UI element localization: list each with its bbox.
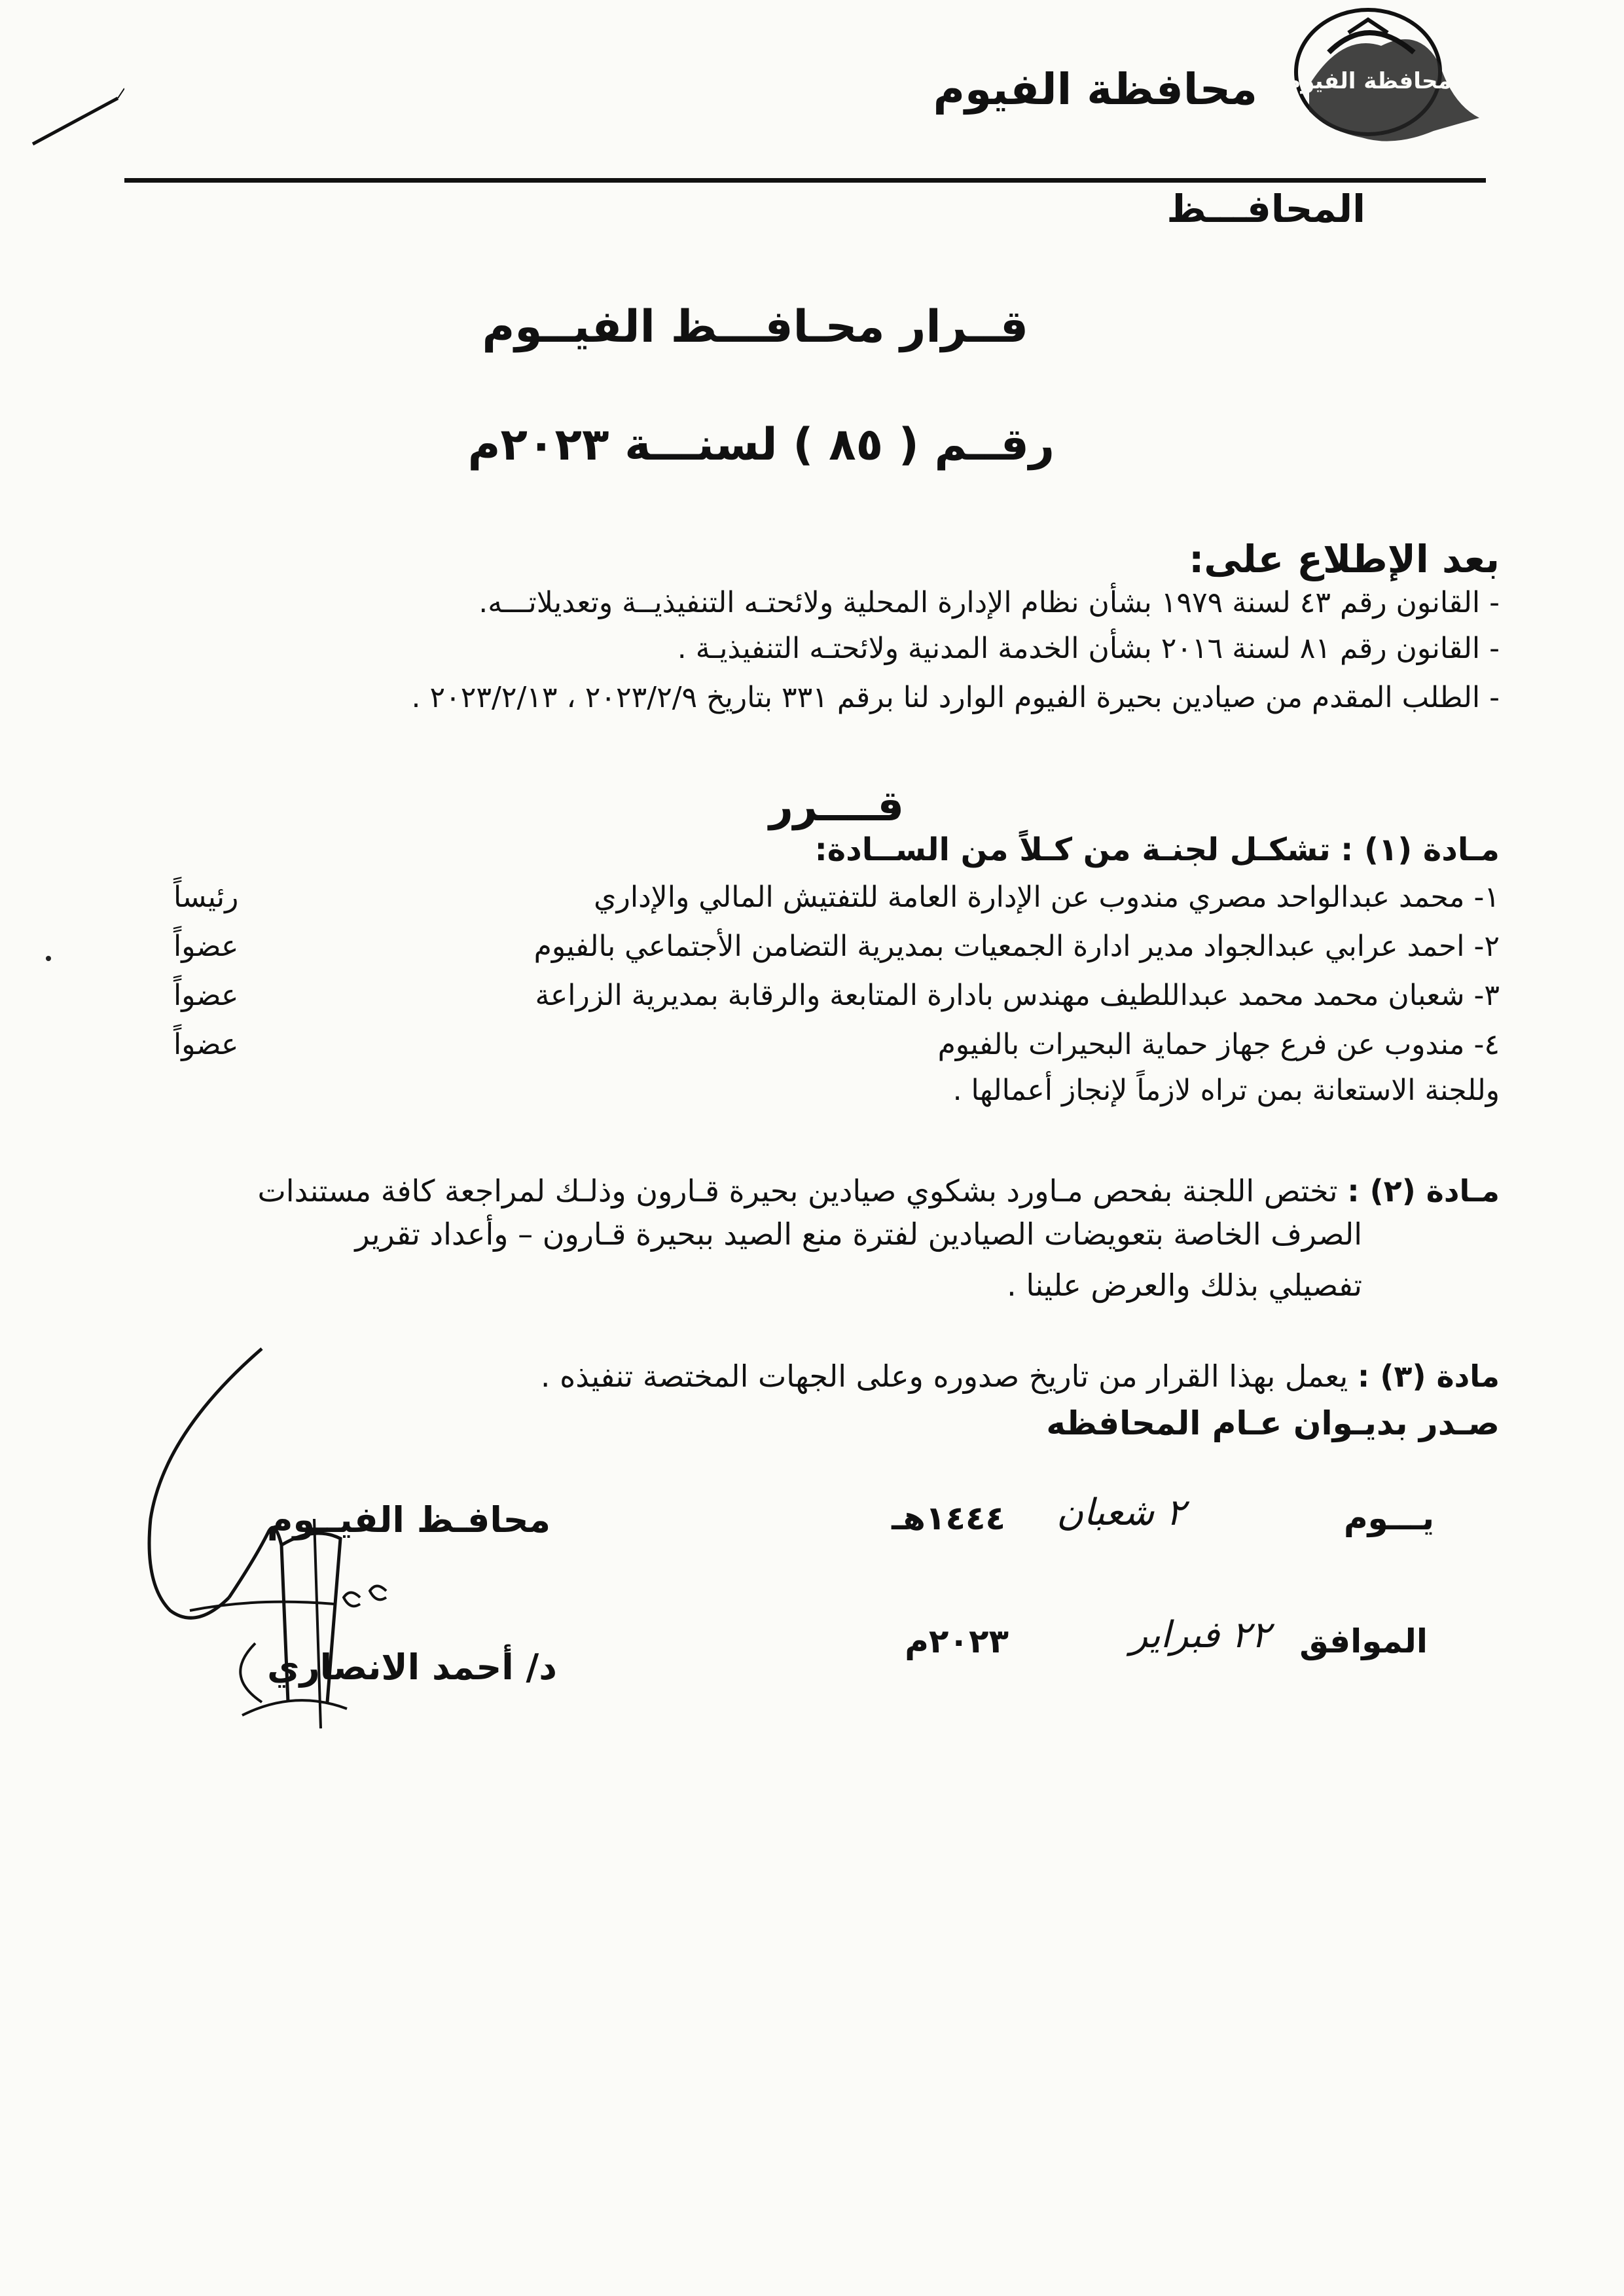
day-value: ٢ شعبان <box>1056 1491 1185 1534</box>
article-1-note: وللجنة الاستعانة بمن تراه لازماً لإنجاز أعمالها . <box>952 1074 1500 1107</box>
decision-title: قــرار محـافـــظ الفيــوم <box>482 301 1028 353</box>
office-title: المحافـــظ <box>1166 187 1365 231</box>
svg-text:محافظة الفيوم: محافظة الفيوم <box>1284 68 1452 94</box>
preamble-item: - الطلب المقدم من صيادين بحيرة الفيوم الوارد لنا برقم ٣٣١ بتاريخ ٢٠٢٣/٢/٩ ، ٢٠٢٣/٢/١٣ . <box>411 681 1500 714</box>
article-2-label: مـادة (٢) : <box>1347 1173 1500 1209</box>
article-3 <box>541 1358 1500 1394</box>
pen-mark <box>26 85 124 151</box>
member-role: عضواً <box>173 1028 239 1061</box>
article-2-line-3: تفصيلي بذلك والعرض علينا . <box>1007 1267 1362 1303</box>
article-3-text: يعمل بهذا القرار من تاريخ صدوره وعلى الجهات المختصة تنفيذه . <box>540 1358 1348 1394</box>
article-2-line-1: تختص اللجنة بفحص مـاورد بشكوي صيادين بحيرة قـارون وذلـك لمراجعة كافة مستندات <box>257 1173 1338 1209</box>
member-role: رئيساً <box>173 881 239 914</box>
handwritten-signature <box>124 1336 517 1755</box>
gregorian-label: الموافق <box>1299 1622 1428 1660</box>
member-role: عضواً <box>173 979 239 1012</box>
article-1-heading <box>815 831 1500 868</box>
article-2 <box>151 1165 1500 1216</box>
article-3-label: مادة (٣) : <box>1357 1358 1500 1394</box>
committee-member: ٢- احمد عرابي عبدالجواد مدير ادارة الجمعيات بمديرية التضامن الأجتماعي بالفيوم <box>533 930 1500 963</box>
member-role: عضواً <box>173 930 239 963</box>
article-1-text: تشكـل لجنـة من كـلاً من الســادة: <box>814 831 1331 868</box>
gregorian-value: ٢٢ فبراير <box>1130 1614 1271 1656</box>
decided-heading: قــــرر <box>768 782 904 831</box>
scan-speck <box>46 956 51 961</box>
preamble-heading: بعد الإطلاع على: <box>1189 537 1500 581</box>
governorate-logo <box>1283 7 1492 157</box>
decision-number: رقــم ( ٨٥ ) لسنـــة ٢٠٢٣م <box>467 419 1055 471</box>
signatory-name: د/ أحمد الانصاري <box>267 1647 557 1688</box>
signatory-title: محافـظ الفيــوم <box>266 1499 550 1540</box>
preamble-item: - القانون رقم ٤٣ لسنة ١٩٧٩ بشأن نظام الإدارة المحلية ولائحتـه التنفيذيــة وتعديلاتـــه. <box>478 586 1500 619</box>
article-2-line-2: الصرف الخاصة بتعويضات الصيادين لفترة منع الصيد ببحيرة قـارون – وأعداد تقرير <box>355 1216 1362 1252</box>
hijri-year: ١٤٤٤هـ <box>892 1499 1005 1537</box>
committee-member: ٤- مندوب عن فرع جهاز حماية البحيرات بالفيوم <box>937 1028 1500 1061</box>
day-label: يـــوم <box>1343 1499 1434 1537</box>
committee-member: ٣- شعبان محمد محمد عبداللطيف مهندس بادارة المتابعة والرقابة بمديرية الزراعة <box>535 979 1500 1012</box>
article-1-label: مـادة (١) : <box>1341 831 1500 868</box>
issued-at: صـدر بديـوان عـام المحافظه <box>1046 1404 1500 1442</box>
gregorian-year: ٢٠٢٣م <box>905 1622 1009 1660</box>
preamble-item: - القانون رقم ٨١ لسنة ٢٠١٦ بشأن الخدمة المدنية ولائحتـه التنفيذيـة . <box>677 632 1500 665</box>
header-divider <box>124 178 1486 183</box>
committee-member: ١- محمد عبدالواحد مصري مندوب عن الإدارة العامة للتفتيش المالي والإداري <box>594 881 1500 914</box>
governorate-name: محافظة الفيوم <box>933 64 1257 115</box>
